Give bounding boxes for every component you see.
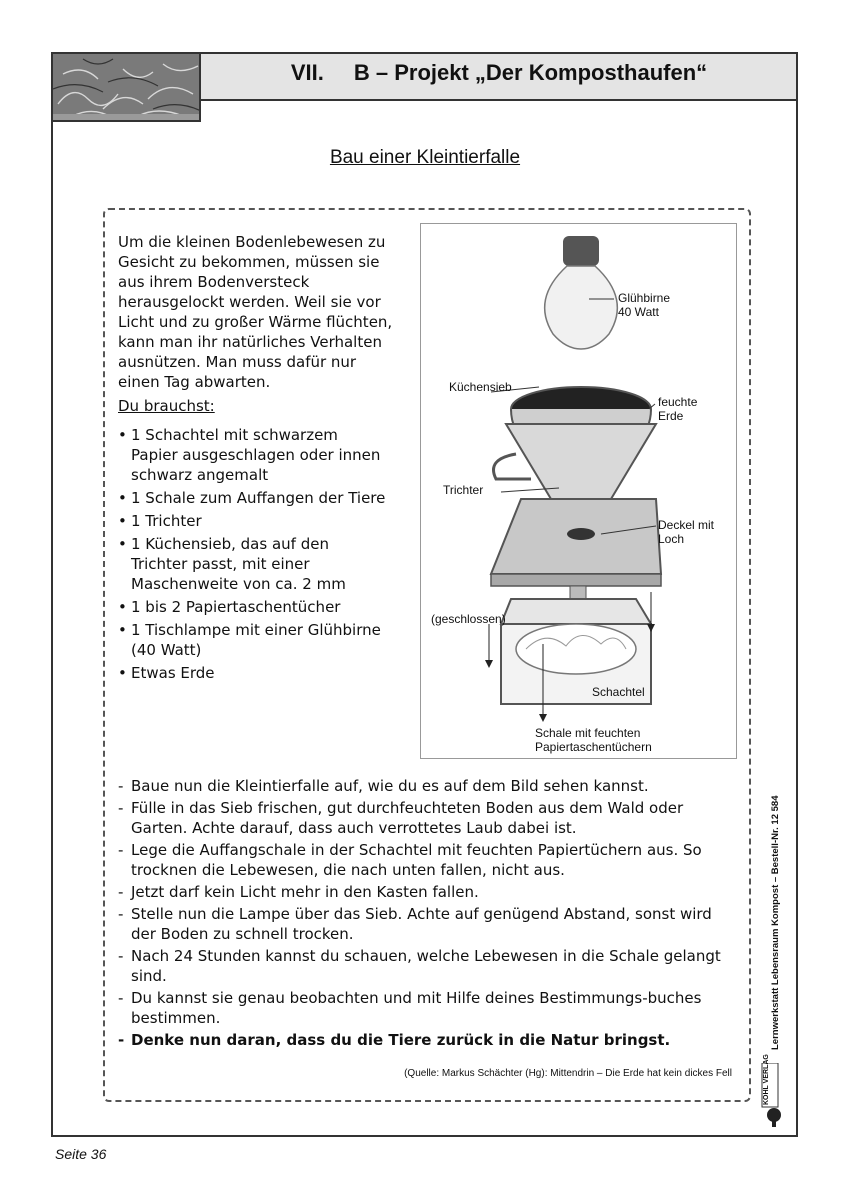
list-item: • 1 Schale zum Auffangen der Tiere [118,488,388,508]
label-trichter: Trichter [443,483,484,497]
instruction-steps [118,776,738,1052]
list-item: • 1 Tischlampe mit einer Glühbirne (40 Watt) [118,620,388,660]
list-item-final: - Denke nun daran, dass du die Tiere zurück in die Natur bringst. [118,1030,738,1050]
intro-text: Um die kleinen Bodenlebewesen zu Gesicht zu bekommen, müssen sie aus ihrem Bodenversteck herausgelockt werden. Weil sie vor Licht und zu großer Wärme flüchten, kann man ihr natürliches Verhalten ausnützen. Man muss dafür nur einen Tag abwarten. [118,233,393,391]
label-kuechensieb: Küchensieb [449,380,512,394]
list-item: - Jetzt darf kein Licht mehr in den Kasten fallen. [118,882,738,902]
logo-text: KOHL VERLAG [763,1054,770,1105]
list-item: • 1 bis 2 Papiertaschentücher [118,597,388,617]
list-item: - Baue nun die Kleintierfalle auf, wie du es auf dem Bild sehen kannst. [118,776,738,796]
label-gluehbirne: Glühbirne 40 Watt [618,291,671,319]
tissue-bowl-icon [516,624,636,674]
trap-illustration [420,223,737,759]
list-item: • 1 Trichter [118,511,388,531]
compost-photo-icon [51,52,201,122]
section-title: Bau einer Kleintierfalle [329,147,521,168]
label-deckel: Deckel mit Loch [658,518,715,546]
publisher-logo [760,1054,790,1127]
box-icon [501,599,651,624]
source-citation: (Quelle: Markus Schächter (Hg): Mittendrin – Die Erde hat kein dickes Fell [404,1068,732,1079]
label-geschlossen: (geschlossen) [431,612,506,626]
list-item: - Nach 24 Stunden kannst du schauen, welche Lebewesen in die Schale gelangt sind. [118,946,738,986]
lightbulb-icon [545,266,618,349]
chapter-number: VII. [290,60,324,85]
materials-list [118,425,388,686]
page-number: Seite 36 [55,1146,107,1162]
page-title [200,60,798,86]
list-item: - Du kannst sie genau beobachten und mit Hilfe deines Bestimmungs-buches bestimmen. [118,988,738,1028]
list-item: - Lege die Auffangschale in der Schachtel mit feuchten Papiertüchern aus. So trocknen die Lebewesen, die nach unten fallen, nicht aus. [118,840,738,880]
label-schachtel: Schachtel [592,685,645,699]
lamp-socket-icon [563,236,599,266]
list-item: - Stelle nun die Lampe über das Sieb. Achte auf genügend Abstand, sonst wird der Boden zu schnell trocken. [118,904,738,944]
label-feuchte-erde: feuchte Erde [658,395,698,423]
chapter-title: B – Projekt „Der Komposthaufen“ [353,60,708,85]
materials-heading: Du brauchst: [118,397,215,415]
list-item: • Etwas Erde [118,663,388,683]
list-item: - Fülle in das Sieb frischen, gut durchfeuchteten Boden aus dem Wald oder Garten. Achte darauf, dass auch verrottetes Laub dabei ist. [118,798,738,838]
side-publisher-text: Lernwerkstatt Lebensraum Kompost – Bestell-Nr. 12 584 [770,795,781,1050]
list-item: • 1 Schachtel mit schwarzem Papier ausgeschlagen oder innen schwarz angemalt [118,425,388,485]
label-schale: Schale mit feuchten Papiertaschentüchern [535,726,652,754]
list-item: • 1 Küchensieb, das auf den Trichter passt, mit einer Maschenweite von ca. 2 mm [118,534,388,594]
